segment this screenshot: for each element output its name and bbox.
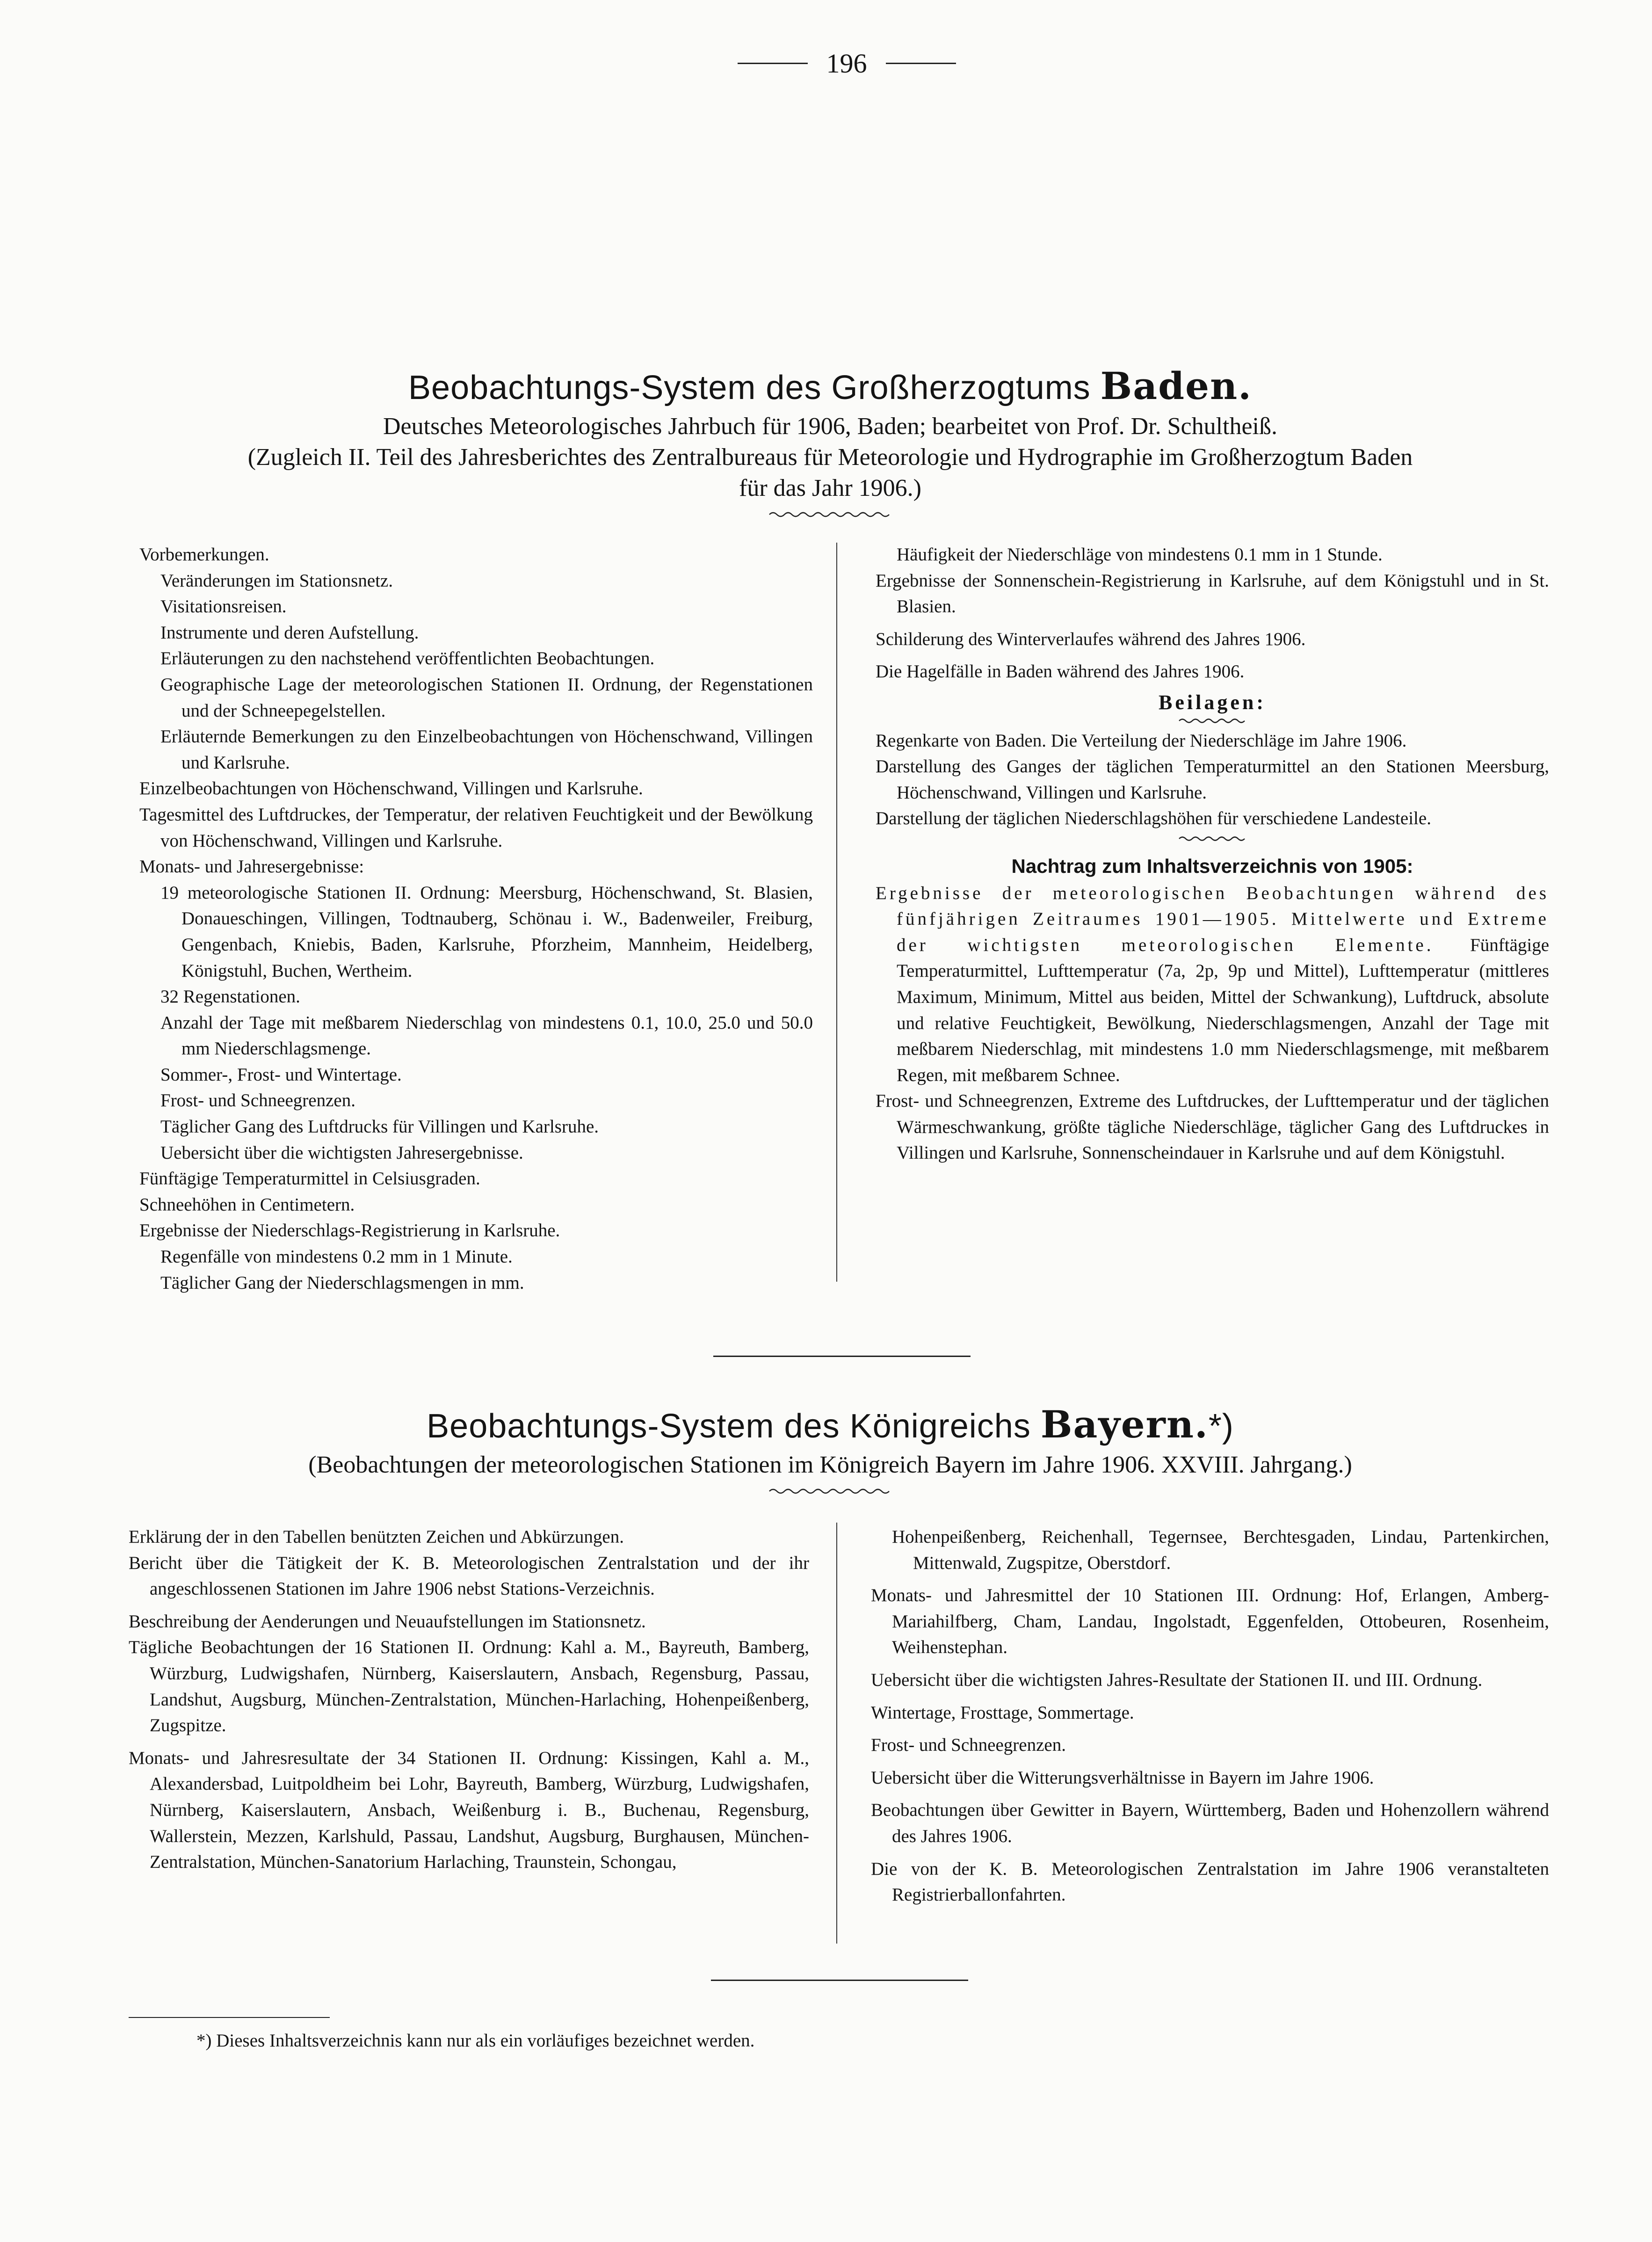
- bayern-title: [117, 1401, 1543, 1450]
- list-item: Monats- und Jahresresultate der 34 Stationen II. Ordnung: Kissingen, Kahl a. M., Alexandersbad, Luitpoldheim bei Lohr, Bayreuth, Bamberg, Würzburg, Ludwigshafen, Nürnberg, Kaiserslautern, Ansbach, Weißenburg i. B., Buchenau, Regensburg, Wallerstein, Mezzen, Karlshuld, Passau, Landshut, Augsburg, Burghausen, München-Zentralstation, München-Sanatorium Harlaching, Traunstein, Schongau,: [129, 1748, 809, 1872]
- list-item: Frost- und Schneegrenzen, Extreme des Luftdruckes, der Lufttemperatur und der täglichen Wärmeschwankung, größte tägliche Niederschläge, täglicher Gang des Luftdruckes in Villingen und Karlsruhe, Sonnenscheindauer in Karlsruhe und auf dem Königstuhl.: [876, 1091, 1549, 1163]
- list-item: Regenfälle von mindestens 0.2 mm in 1 Minute.: [160, 1247, 513, 1267]
- baden-ornament: [767, 510, 893, 519]
- footnote: *) Dieses Inhaltsverzeichnis kann nur als ein vorläufiges bezeichnet werden.: [196, 2031, 755, 2051]
- list-item: Die von der K. B. Meteorologischen Zentralstation im Jahre 1906 veranstalteten Registrierballonfahrten.: [871, 1858, 1549, 1905]
- baden-title-prefix: Beobachtungs-System des Großherzogtums: [408, 369, 1101, 406]
- bayern-header: [117, 1401, 1543, 1495]
- bayern-title-suffix: *): [1208, 1408, 1234, 1445]
- baden-title: [117, 363, 1543, 411]
- list-item: Uebersicht über die Witterungsverhältnisse in Bayern im Jahre 1906.: [871, 1767, 1374, 1788]
- rule-right: [886, 63, 956, 64]
- bayern-left-column: [129, 1524, 809, 1875]
- baden-title-bold: Baden.: [1100, 364, 1252, 408]
- list-item: Instrumente und deren Aufstellung.: [160, 622, 419, 643]
- list-item: Täglicher Gang der Niederschlagsmengen in mm.: [160, 1272, 524, 1293]
- list-item: Monats- und Jahresergebnisse:: [139, 856, 364, 877]
- list-item: Vorbemerkungen.: [139, 544, 269, 565]
- baden-subtitle-3: für das Jahr 1906.): [739, 475, 921, 501]
- list-item: Wintertage, Frosttage, Sommertage.: [871, 1702, 1134, 1723]
- list-item: Erklärung der in den Tabellen benützten Zeichen und Abkürzungen.: [129, 1527, 624, 1547]
- list-item: Darstellung des Ganges der täglichen Temperaturmittel an den Stationen Meersburg, Höchenschwand, Villingen und Karlsruhe.: [876, 756, 1549, 803]
- list-item: Täglicher Gang des Luftdrucks für Villingen und Karlsruhe.: [160, 1117, 599, 1137]
- list-item: Einzelbeobachtungen von Höchenschwand, Villingen und Karlsruhe.: [139, 778, 643, 799]
- baden-header: [117, 363, 1543, 519]
- bayern-title-bold: Bayern.: [1040, 1402, 1209, 1446]
- list-item: Hohenpeißenberg, Reichenhall, Tegernsee, Berchtesgaden, Lindau, Partenkirchen, Mittenwald, Zugspitze, Oberstdorf.: [892, 1527, 1549, 1573]
- list-item: Fünftägige Temperaturmittel in Celsiusgraden.: [139, 1168, 480, 1189]
- list-item: Darstellung der täglichen Niederschlagshöhen für verschiedene Landesteile.: [876, 808, 1431, 829]
- list-item: Beschreibung der Aenderungen und Neuaufstellungen im Stationsnetz.: [129, 1611, 646, 1632]
- list-item: Tagesmittel des Luftdruckes, der Temperatur, der relativen Feuchtigkeit und der Bewölkung von Höchenschwand, Villingen und Karlsruhe.: [139, 804, 813, 851]
- nachtrag-rest-text: Fünftägige Temperaturmittel, Lufttemperatur (7a, 2p, 9p und Mittel), Lufttemperatur (mittleres Maximum, Minimum, Mittel aus beiden, Mittel der Schwankung), Luftdruck, absolute und relative Feuchtigkeit, Bewölkung, Niederschlagsmengen, Anzahl der Tage mit meßbarem Niederschlag, mit mindestens 1.0 mm Niederschlagsmenge, mit meßbarem Regen, mit meßbarem Schnee.: [897, 935, 1550, 1085]
- list-item: [876, 880, 1549, 1088]
- list-item: Ergebnisse der Sonnenschein-Registrierung in Karlsruhe, auf dem Königstuhl und in St. Blasien.: [876, 570, 1549, 617]
- list-item: Bericht über die Tätigkeit der K. B. Meteorologischen Zentralstation und der ihr angeschlossenen Stationen im Jahre 1906 nebst Stations-Verzeichnis.: [129, 1553, 809, 1599]
- list-item: Tägliche Beobachtungen der 16 Stationen II. Ordnung: Kahl a. M., Bayreuth, Bamberg, Würzburg, Ludwigshafen, Nürnberg, Kaiserslautern, Ansbach, Regensburg, Passau, Landshut, Augsburg, München-Zentralstation, München-Harlaching, Hohenpeißenberg, Zugspitze.: [129, 1637, 809, 1736]
- baden-column-divider: [836, 543, 837, 1282]
- list-item: Anzahl der Tage mit meßbarem Niederschlag von mindestens 0.1, 10.0, 25.0 und 50.0 mm Niederschlagsmenge.: [160, 1012, 813, 1059]
- beilagen-heading: Beilagen:: [1159, 690, 1266, 714]
- list-item: Erläuterungen zu den nachstehend veröffentlichten Beobachtungen.: [160, 648, 655, 669]
- list-item: Frost- und Schneegrenzen.: [160, 1090, 355, 1111]
- list-item: Schilderung des Winterverlaufes während des Jahres 1906.: [876, 629, 1306, 649]
- list-item: Frost- und Schneegrenzen.: [871, 1735, 1066, 1756]
- list-item: 19 meteorologische Stationen II. Ordnung: Meersburg, Höchenschwand, St. Blasien, Donaueschingen, Villingen, Todtnauberg, Schönau i. W., Badenweiler, Freiburg, Gengenbach, Kniebis, Baden, Karlsruhe, Pforzheim, Mannheim, Heidelberg, Königstuhl, Buchen, Wertheim.: [160, 882, 813, 981]
- list-item: Ergebnisse der Niederschlags-Registrierung in Karlsruhe.: [139, 1220, 560, 1241]
- bayern-subtitle: (Beobachtungen der meteorologischen Stationen im Königreich Bayern im Jahre 1906. XXVIII. Jahrgang.): [308, 1451, 1352, 1478]
- bayern-ornament: [767, 1487, 893, 1495]
- baden-subtitle-1: Deutsches Meteorologisches Jahrbuch für 1906, Baden; bearbeitet von Prof. Dr. Schultheiß.: [383, 413, 1277, 440]
- page-number-text: 196: [826, 48, 867, 79]
- list-item: Häufigkeit der Niederschläge von mindestens 0.1 mm in 1 Stunde.: [897, 544, 1383, 565]
- list-item: Monats- und Jahresmittel der 10 Stationen III. Ordnung: Hof, Erlangen, Amberg-Mariahilfberg, Cham, Landau, Ingolstadt, Eggenfelden, Ottobeuren, Rosenheim, Weihenstephan.: [871, 1585, 1549, 1658]
- list-item: Schneehöhen in Centimetern.: [139, 1194, 355, 1215]
- section-separator: [713, 1356, 971, 1357]
- bayern-right-column: [871, 1524, 1549, 1908]
- page-number: [730, 42, 964, 84]
- list-item: Beobachtungen über Gewitter in Bayern, Württemberg, Baden und Hohenzollern während des Jahres 1906.: [871, 1800, 1549, 1846]
- section-end-separator: [711, 1980, 968, 1981]
- bayern-column-divider: [836, 1523, 837, 1944]
- list-item: 32 Regenstationen.: [160, 987, 300, 1007]
- nachtrag-heading: Nachtrag zum Inhaltsverzeichnis von 1905:: [1011, 855, 1413, 877]
- list-item: Regenkarte von Baden. Die Verteilung der Niederschläge im Jahre 1906.: [876, 730, 1407, 751]
- baden-subtitle-2: (Zugleich II. Teil des Jahresberichtes des Zentralbureaus für Meteorologie und Hydrographie im Großherzogtum Baden: [247, 444, 1413, 471]
- rule-left: [738, 63, 808, 64]
- bayern-title-prefix: Beobachtungs-System des Königreichs: [427, 1408, 1041, 1445]
- baden-right-column: [876, 542, 1549, 1166]
- nachtrag-spaced-text: Ergebnisse der meteorologischen Beobachtungen während des fünfjährigen Zeitraumes 1901—1905. Mittelwerte und Extreme der wichtigsten meteorologischen Elemente.: [876, 883, 1549, 955]
- baden-left-column: [139, 542, 813, 1296]
- list-item: Die Hagelfälle in Baden während des Jahres 1906.: [876, 661, 1245, 682]
- beilagen-ornament: [1177, 718, 1247, 724]
- list-item: Visitationsreisen.: [160, 596, 287, 617]
- beilagen-end-ornament: [1177, 835, 1247, 842]
- footnote-rule: [129, 2017, 330, 2018]
- list-item: Geographische Lage der meteorologischen Stationen II. Ordnung, der Regenstationen und der Schneepegelstellen.: [160, 674, 813, 721]
- list-item: Uebersicht über die wichtigsten Jahres-Resultate der Stationen II. und III. Ordnung.: [871, 1669, 1483, 1690]
- list-item: Veränderungen im Stationsnetz.: [160, 570, 393, 591]
- list-item: Erläuternde Bemerkungen zu den Einzelbeobachtungen von Höchenschwand, Villingen und Karlsruhe.: [160, 726, 813, 773]
- list-item: Sommer-, Frost- und Wintertage.: [160, 1064, 402, 1085]
- list-item: Uebersicht über die wichtigsten Jahresergebnisse.: [160, 1142, 523, 1163]
